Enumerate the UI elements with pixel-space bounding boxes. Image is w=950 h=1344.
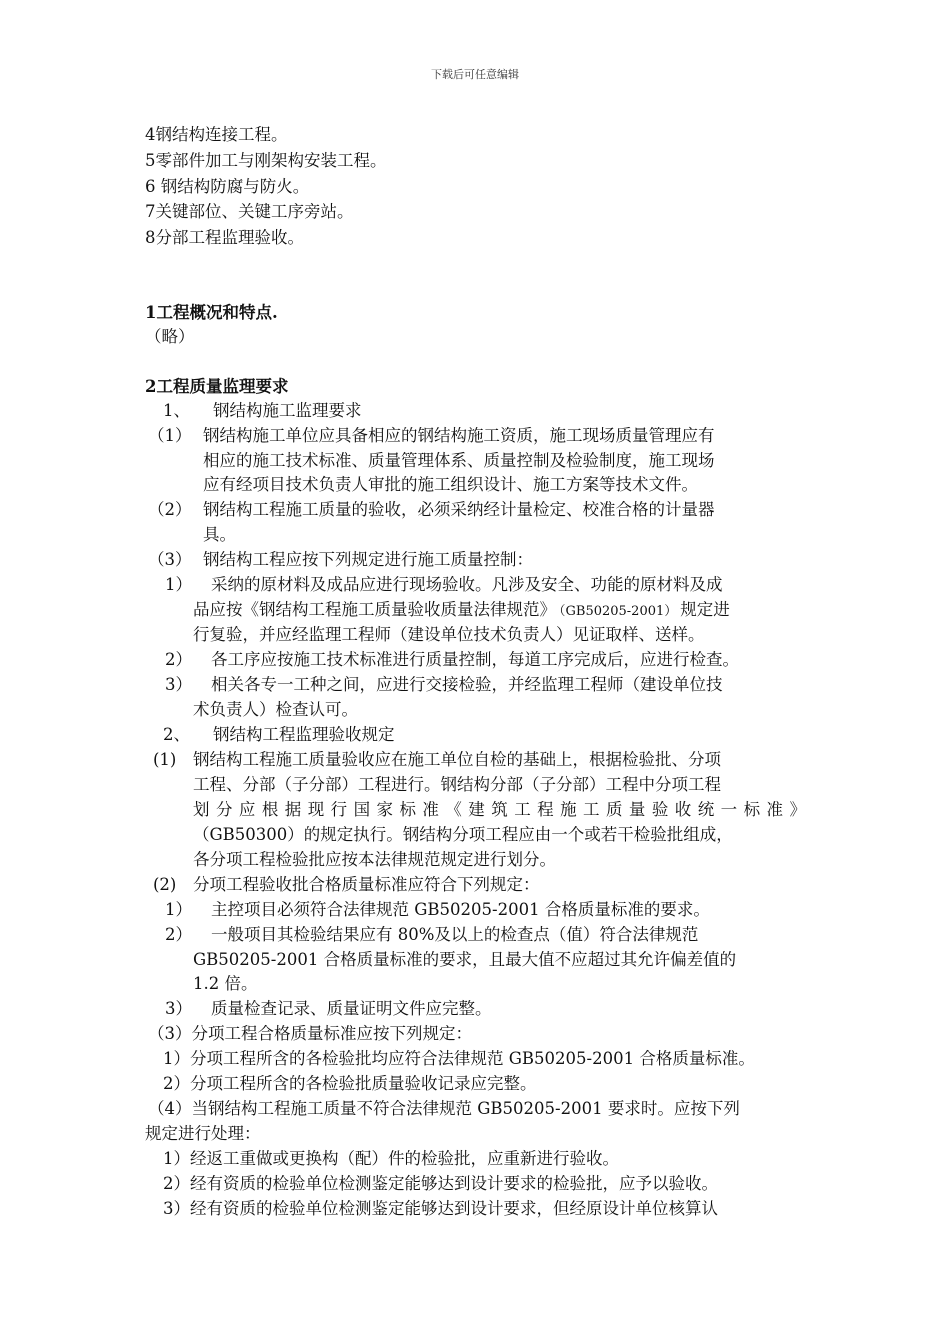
rule-2-1-number: 1） <box>165 900 192 919</box>
rule-3-line-1: （3）分项工程合格质量标准应按下列规定： <box>148 1024 472 1043</box>
item-3-1-line-2a: 品应按《钢结构工程施工质量验收质量法律规范》 <box>193 600 556 619</box>
item-3-2-number: 2） <box>165 650 192 669</box>
rule-1-line-2: 工程、分部（子分部）工程进行。钢结构分部（子分部）工程中分项工程 <box>193 775 721 794</box>
rule-2-2-number: 2） <box>165 925 192 944</box>
rule-3-1-line-1: 1）分项工程所含的各检验批均应符合法律规范 GB50205-2001 合格质量标准。 <box>163 1049 755 1068</box>
item-3-3-line-1: 相关各专一工种之间，应进行交接检验，并经监理工程师（建设单位技 <box>211 675 723 694</box>
rule-4-line-1: （4）当钢结构工程施工质量不符合法律规范 GB50205-2001 要求时。应按下列 <box>148 1099 740 1118</box>
item-2-line-1: 钢结构工程施工质量的验收，必须采纳经计量检定、校准合格的计量器 <box>203 500 715 519</box>
toc-item-6: 6 钢结构防腐与防火。 <box>145 177 310 196</box>
rule-3-2-line-1: 2）分项工程所含的各检验批质量验收记录应完整。 <box>163 1074 537 1093</box>
item-1-line-1: 钢结构施工单位应具备相应的钢结构施工资质，施工现场质量管理应有 <box>203 426 715 445</box>
item-2-line-2: 具。 <box>203 525 236 544</box>
rule-1-line-4: （GB50300）的规定执行。钢结构分项工程应由一个或若干检验批组成， <box>193 825 733 844</box>
item-2-number: （2） <box>148 500 192 519</box>
rule-2-line-1: 分项工程验收批合格质量标准应符合下列规定： <box>193 875 540 894</box>
rule-2-3-line-1: 质量检查记录、质量证明文件应完整。 <box>211 999 492 1018</box>
page-header: 下载后可任意编辑 <box>431 68 519 81</box>
item-3-1-line-2 <box>193 600 730 622</box>
rule-2-3-number: 3） <box>165 999 192 1018</box>
subsection-1-number: 1、 <box>163 401 190 420</box>
rule-1-line-1: 钢结构工程施工质量验收应在施工单位自检的基础上，根据检验批、分项 <box>193 750 721 769</box>
rule-2-2-line-2: GB50205-2001 合格质量标准的要求，且最大值不应超过其允许偏差值的 <box>193 950 737 969</box>
item-3-3-number: 3） <box>165 675 192 694</box>
item-3-3-line-2: 术负责人）检查认可。 <box>193 700 358 719</box>
subsection-1-title: 钢结构施工监理要求 <box>213 401 362 420</box>
item-3-number: （3） <box>148 550 192 569</box>
item-3-1-standard-code: （GB50205-2001） <box>559 604 678 619</box>
item-1-line-3: 应有经项目技术负责人审批的施工组织设计、施工方案等技术文件。 <box>203 475 698 494</box>
item-3-2-line-1: 各工序应按施工技术标准进行质量控制，每道工序完成后，应进行检查。 <box>211 650 739 669</box>
rule-2-1-line-1: 主控项目必须符合法律规范 GB50205-2001 合格质量标准的要求。 <box>211 900 710 919</box>
item-3-line-1: 钢结构工程应按下列规定进行施工质量控制： <box>203 550 533 569</box>
item-3-1-line-1: 采纳的原材料及成品应进行现场验收。凡涉及安全、功能的原材料及成 <box>211 575 723 594</box>
rule-4-line-2: 规定进行处理： <box>145 1124 261 1143</box>
rule-2-2-line-3: 1.2 倍。 <box>193 974 258 993</box>
section-1-note: （略） <box>145 327 195 346</box>
item-3-1-number: 1） <box>165 575 192 594</box>
toc-item-5: 5零部件加工与刚架构安装工程。 <box>145 151 387 170</box>
rule-1-number: (1) <box>153 750 177 769</box>
rule-1-line-5: 各分项工程检验批应按本法律规范规定进行划分。 <box>193 850 556 869</box>
item-1-line-2: 相应的施工技术标准、质量管理体系、质量控制及检验制度，施工现场 <box>203 451 715 470</box>
toc-item-8: 8分部工程监理验收。 <box>145 228 304 247</box>
rule-4-2-line-1: 2）经有资质的检验单位检测鉴定能够达到设计要求的检验批，应予以验收。 <box>163 1174 718 1193</box>
subsection-2-title: 钢结构工程监理验收规定 <box>213 725 395 744</box>
toc-item-7: 7关键部位、关键工序旁站。 <box>145 202 354 221</box>
rule-4-3-line-1: 3）经有资质的检验单位检测鉴定能够达到设计要求，但经原设计单位核算认 <box>163 1199 718 1218</box>
rule-4-1-line-1: 1）经返工重做或更换构（配）件的检验批，应重新进行验收。 <box>163 1149 619 1168</box>
rule-1-line-3: 划分应根据现行国家标准《建筑工程施工质量验收统一标准》 <box>193 800 806 819</box>
rule-2-2-line-1: 一般项目其检验结果应有 80%及以上的检查点（值）符合法律规范 <box>211 925 699 944</box>
rule-2-number: (2) <box>153 875 177 894</box>
subsection-2-number: 2、 <box>163 725 190 744</box>
toc-item-4: 4钢结构连接工程。 <box>145 125 288 144</box>
section-1-title: 1工程概况和特点. <box>145 303 278 322</box>
section-2-title: 2工程质量监理要求 <box>145 377 289 396</box>
item-1-number: （1） <box>148 426 192 445</box>
item-3-1-line-2c: 规定进 <box>680 600 730 619</box>
item-3-1-line-3: 行复验，并应经监理工程师（建设单位技术负责人）见证取样、送样。 <box>193 625 705 644</box>
